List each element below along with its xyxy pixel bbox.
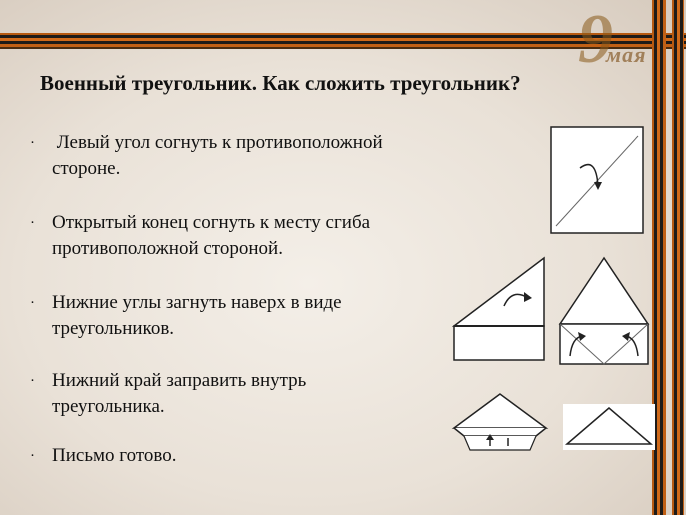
- step-line: треугольника.: [52, 396, 165, 417]
- logo-text: мая: [606, 42, 647, 67]
- fold-diagram-3: [558, 256, 650, 366]
- fold-diagram-1: [550, 126, 644, 234]
- step-line: Открытый конец согнуть к месту сгиба: [52, 212, 371, 233]
- fold-diagram-2: [452, 256, 546, 362]
- step-line: Письмо готово.: [52, 445, 177, 466]
- step-line: Нижние углы загнуть наверх в виде: [52, 292, 342, 313]
- step-line: стороне.: [52, 158, 121, 179]
- bullet-marker: ·: [30, 373, 35, 389]
- step-line: Левый угол согнуть к противоположной: [52, 132, 383, 153]
- step-line: Нижний край заправить внутрь: [52, 370, 307, 391]
- list-item: [30, 290, 342, 342]
- step-line: треугольников.: [52, 318, 175, 339]
- list-item: [30, 210, 370, 262]
- logo-number: 9: [578, 1, 613, 78]
- list-item: [30, 130, 383, 182]
- st-george-ribbon-vertical-2: [672, 0, 684, 515]
- fold-diagram-4: [450, 390, 550, 456]
- page-title: Военный треугольник. Как сложить треугольник?: [40, 71, 521, 95]
- bullet-marker: ·: [30, 135, 35, 151]
- list-item: [30, 368, 306, 420]
- bullet-marker: ·: [30, 295, 35, 311]
- list-item: [30, 443, 176, 469]
- bullet-marker: ·: [30, 215, 35, 231]
- step-line: противоположной стороной.: [52, 238, 283, 259]
- may-9-logo: [574, 1, 664, 78]
- fold-diagram-5: [563, 404, 655, 450]
- bullet-marker: ·: [30, 448, 35, 464]
